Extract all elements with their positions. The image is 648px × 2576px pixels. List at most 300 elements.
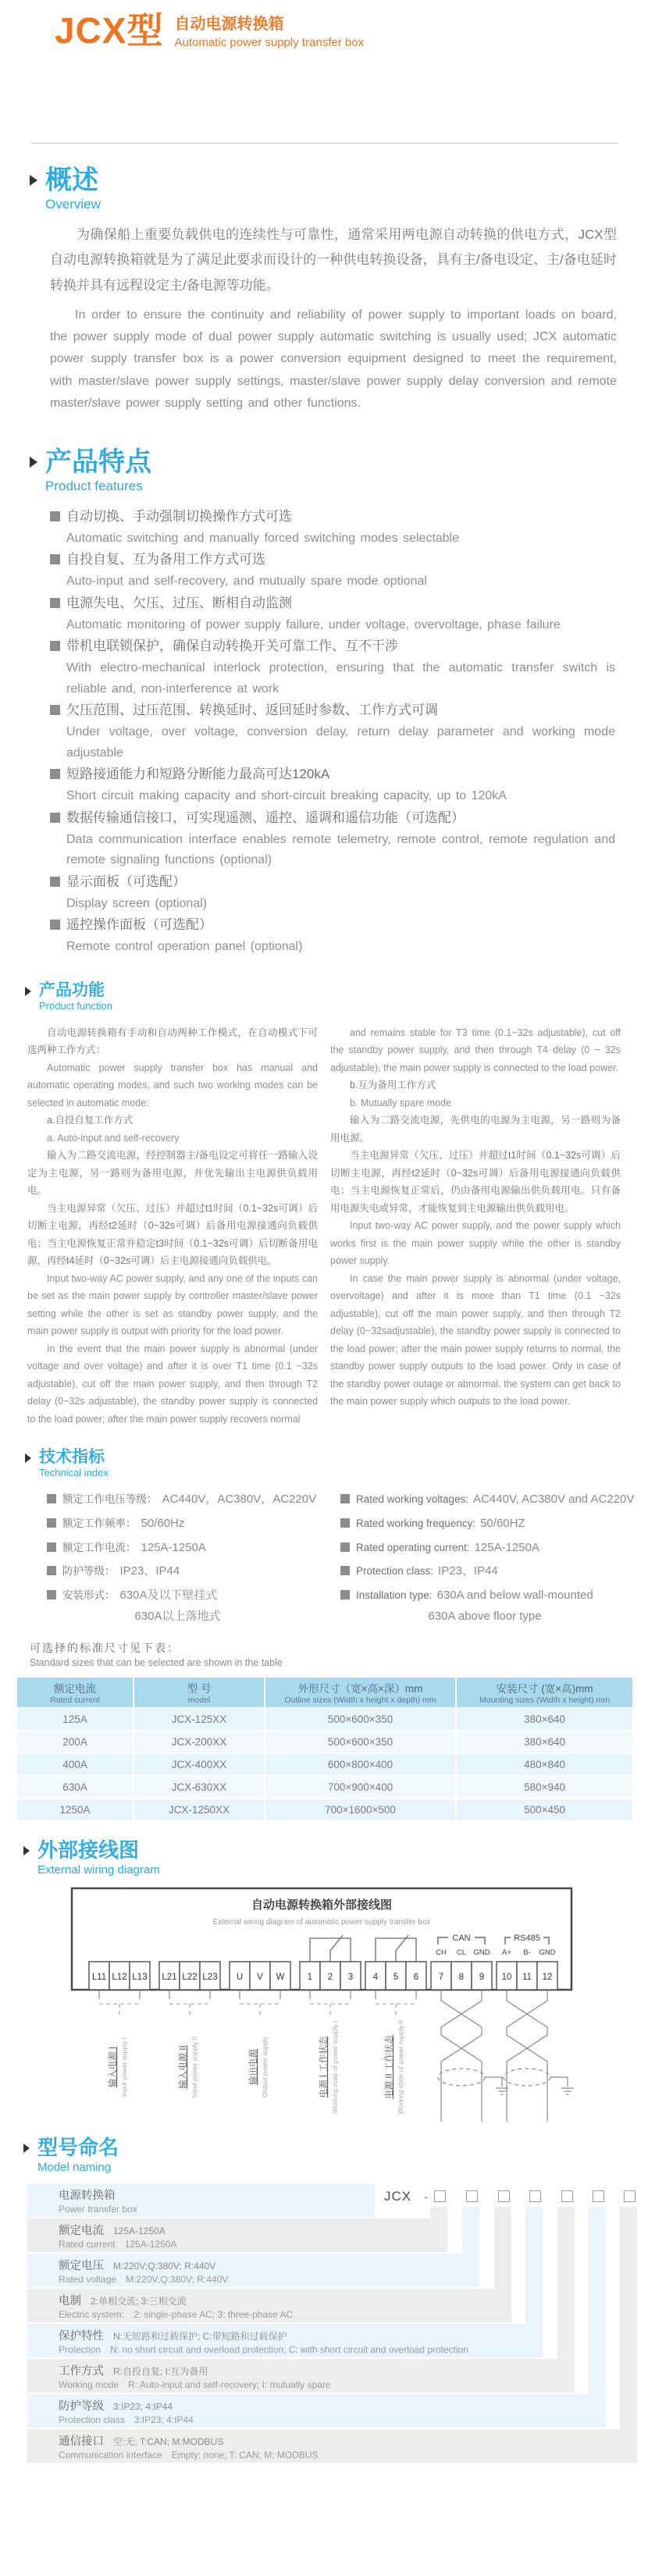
naming-value-cn: 3:IP23; 4:IP44 xyxy=(113,2400,173,2412)
naming-code-prefix: JCX xyxy=(384,2188,412,2204)
naming-label-cn: 工作方式 xyxy=(59,2364,104,2378)
function-paragraph-en: Automatic power supply transfer box has manual and automatic operating modes, and such two working modes can be selected in automatic mode: xyxy=(27,1062,318,1108)
tech-label: Installation type: xyxy=(356,1589,433,1602)
naming-code-box xyxy=(561,2190,573,2202)
square-bullet-icon xyxy=(50,641,60,651)
doc-header xyxy=(0,0,648,51)
square-bullet-icon xyxy=(50,877,60,887)
tech-left-column xyxy=(47,1488,328,1624)
naming-row-text xyxy=(27,2324,543,2355)
tech-label: Rated operating current: xyxy=(356,1541,470,1553)
sizes-table xyxy=(16,1676,634,1822)
function-paragraph-cn: 自动电源转换箱有手动和自动两种工作模式，在自动模式下可选两种工作方式： xyxy=(27,1026,318,1056)
tech-index-item xyxy=(340,1560,637,1584)
naming-row-line-en xyxy=(59,2204,375,2215)
naming-label-cn: 额定电压 xyxy=(59,2259,104,2272)
naming-row-line-cn xyxy=(59,2362,575,2379)
table-row xyxy=(17,1777,632,1798)
table-cell: 380×640 xyxy=(457,1709,632,1730)
square-bullet-icon xyxy=(340,1566,350,1575)
naming-row-line-cn xyxy=(59,2432,637,2449)
sizes-column-header xyxy=(265,1678,455,1707)
tech-label: 额定工作电流： xyxy=(62,1541,137,1553)
terminal-label: 7 xyxy=(438,1973,444,1983)
sizes-table-head xyxy=(17,1678,632,1707)
naming-label-cn: 通信接口 xyxy=(59,2435,104,2448)
square-bullet-icon xyxy=(47,1494,56,1503)
naming-row xyxy=(27,2394,606,2428)
tech-label: Protection class: xyxy=(356,1565,434,1578)
comm-pin-label: CH xyxy=(436,1948,447,1958)
comm-pin-label: GND xyxy=(473,1948,490,1958)
twisted-pair-can xyxy=(438,1990,508,2122)
terminal-label: 5 xyxy=(393,1973,399,1983)
feature-text-cn: 自动切换、手动强制切换操作方式可选 xyxy=(50,506,615,528)
tech-index-item xyxy=(47,1584,328,1624)
section-naming-heading xyxy=(23,2137,648,2175)
function-paragraph-cn: 输入为二路交流电源，先供电的电源为主电源，另一路则为备用电源。 xyxy=(330,1115,621,1144)
wiring-group-label-en: Output power supply xyxy=(261,2037,269,2098)
terminal-label: L22 xyxy=(182,1973,198,1983)
column-header-en: model xyxy=(187,1695,211,1705)
naming-label-cn: 保护特性 xyxy=(59,2329,104,2343)
product-title-cn: 自动电源转换箱 xyxy=(174,16,284,33)
table-row xyxy=(17,1731,632,1752)
table-cell: JCX-400XX xyxy=(134,1754,264,1775)
terminal-label: W xyxy=(276,1973,285,1983)
terminal-label: U xyxy=(236,1973,244,1983)
naming-row-text xyxy=(27,2218,447,2250)
naming-value-cn: 2:单相交流; 3:三相交流 xyxy=(91,2295,187,2307)
table-cell: 380×640 xyxy=(457,1731,632,1752)
naming-label-en: Rated current xyxy=(59,2238,116,2250)
section-marker-icon xyxy=(30,457,37,468)
comm-pin-label: B- xyxy=(523,1948,531,1958)
naming-row-line-en xyxy=(59,2450,637,2460)
naming-column-strip xyxy=(620,2207,637,2429)
feature-text-en: Automatic monitoring of power supply failure, under voltage, overvoltage, phase failure xyxy=(66,617,561,632)
comm-pin-label: CL xyxy=(456,1948,467,1958)
naming-row xyxy=(27,2254,479,2287)
section-wiring-heading xyxy=(23,1839,648,1877)
function-left-column xyxy=(27,1024,318,1429)
terminal-label: V xyxy=(257,1973,263,1983)
square-bullet-icon xyxy=(340,1542,350,1552)
table-cell: 1250A xyxy=(17,1799,133,1820)
tech-label: 额定工作电压等级： xyxy=(62,1493,158,1506)
table-cell: JCX-1250XX xyxy=(134,1799,264,1820)
naming-label-cn: 电制 xyxy=(59,2294,81,2307)
function-paragraph-en: In case the main power supply is abnormal (under voltage, overvoltage) and after it is more than T1 time (0.1 ~32s adjustable), cut off the main power supply, and then through T2 delay (0~32sadjustable), the standby power supply is connected to the load power; after the main power supply returns to normal, the standby power supply outputs to the load power. Only in case of the standby power outage or abnormal, the system can get back to the main power supply which outputs to the load power. xyxy=(330,1272,621,1407)
column-header-cn: 外形尺寸（宽×高×深）mm xyxy=(297,1682,423,1695)
naming-row-line-cn xyxy=(59,2257,479,2273)
table-cell: 630A xyxy=(17,1777,133,1798)
section-marker-icon xyxy=(23,2144,30,2153)
terminal-label: 1 xyxy=(307,1973,313,1983)
overview-paragraph-cn: 为确保船上重要负载供电的连续性与可靠性，通常采用两电源自动转换的供电方式，JCX型自动电源转换箱就是为了满足此要求而设计的一种供电转换设备，具有主/备电设定、主/备电延时转换并具有远程设定主/备电源等功能。 xyxy=(50,227,617,293)
naming-row xyxy=(27,2218,447,2252)
naming-heading-en: Model naming xyxy=(37,2161,112,2175)
tech-label: 额定工作频率： xyxy=(62,1517,137,1529)
naming-label-en: Communication interface xyxy=(59,2449,162,2460)
group-labels xyxy=(107,2020,404,2115)
square-bullet-icon xyxy=(340,1590,350,1599)
wiring-group-label-en: Input power supply II xyxy=(190,2037,198,2098)
table-cell: 400A xyxy=(17,1754,133,1775)
tech-label: Rated working frequency: xyxy=(356,1517,476,1529)
naming-heading-cn: 型号命名 xyxy=(37,2136,119,2160)
naming-column-strip xyxy=(557,2207,575,2359)
wiring-group-label-cn: 输入电源 I xyxy=(109,2047,118,2088)
feature-text-cn: 带机电联锁保护，确保自动转换开关可靠工作、互不干涉 xyxy=(50,635,615,658)
can-label: CAN xyxy=(452,1934,471,1944)
square-bullet-icon xyxy=(47,1566,56,1575)
terminal-cells xyxy=(89,1962,557,1990)
tech-index-item xyxy=(47,1512,328,1536)
tech-value: AC440V, AC380V and AC220V xyxy=(473,1493,635,1507)
tech-label: Rated working voltages: xyxy=(356,1493,469,1506)
function-columns xyxy=(27,1024,632,1429)
feature-item xyxy=(50,592,615,635)
function-paragraph-en: a. Auto-input and self-recovery xyxy=(47,1132,180,1144)
function-paragraph-cn: 当主电源异常（欠压、过压）并超过t1时间（0.1~32s可调）后切断主电源，再经t2延时（0~32s可调）后备用电源接通向负载供电；当主电源恢复正常并稳定t3时间（0.1~32s可调）后切断备用电源，再经t4延时（0~32s可调）后主电源接通向负载供电。 xyxy=(27,1202,318,1267)
feature-item xyxy=(50,699,615,763)
table-cell: 200A xyxy=(17,1731,133,1752)
comm-pin-label: A+ xyxy=(502,1948,511,1958)
wiring-heading-cn: 外部接线图 xyxy=(37,1838,140,1862)
group-bracket-dashes xyxy=(99,2004,416,2015)
naming-row-text xyxy=(27,2289,511,2320)
naming-row-text xyxy=(27,2394,606,2425)
naming-row-line-cn xyxy=(59,2397,606,2414)
terminal-label: L21 xyxy=(162,1973,177,1983)
column-header-en: Rated current xyxy=(50,1695,100,1705)
naming-value-en: R: Auto-input and self-recovery; I: mutually spare xyxy=(128,2379,331,2390)
square-bullet-icon xyxy=(340,1518,350,1528)
function-paragraph-cn: a.自投自复工作方式 xyxy=(47,1115,134,1126)
features-heading-cn: 产品特点 xyxy=(45,447,151,477)
tech-label: 安装形式： xyxy=(62,1589,116,1602)
wiring-group-label-en: Working state of power supply I xyxy=(331,2021,339,2114)
naming-value-en: N: no short circuit and overload protection; C: with short circuit and overload protection xyxy=(110,2343,468,2355)
naming-row-line-en xyxy=(59,2274,479,2285)
section-marker-icon xyxy=(25,1453,31,1463)
naming-row-line-cn xyxy=(59,2222,447,2238)
feature-text-en: Auto-input and self-recovery, and mutually spare mode optional xyxy=(66,575,427,589)
naming-row-line-cn xyxy=(59,2327,543,2343)
twisted-pair-rs485 xyxy=(504,1990,574,2122)
feature-text-en: With electro-mechanical interlock protection, ensuring that the automatic transfer switch is reliable and, non-interference at work xyxy=(66,661,615,696)
naming-row-text xyxy=(27,2359,575,2390)
naming-row-line-cn xyxy=(59,2186,375,2203)
terminal-label: L23 xyxy=(202,1973,218,1983)
function-paragraph-en: b. Mutually spare mode xyxy=(350,1097,451,1108)
table-cell: JCX-200XX xyxy=(134,1731,264,1752)
tech-value: IP23、IP44 xyxy=(438,1564,498,1578)
feature-text-cn: 数据传输通信接口，可实现遥测、遥控、遥调和遥信功能（可选配） xyxy=(50,807,615,830)
feature-text-cn: 显示面板（可选配） xyxy=(50,871,615,894)
comm-pin-label: GND xyxy=(539,1948,556,1958)
tech-value: 50/60Hz xyxy=(141,1516,185,1530)
naming-code-box xyxy=(498,2190,510,2202)
naming-value-en: 2: single-phase AC; 3: three-phase AC xyxy=(134,2308,294,2320)
terminal-label: 2 xyxy=(327,1973,333,1983)
feature-text-en: Short circuit making capacity and short-circuit breaking capacity, up to 120kA xyxy=(66,789,507,803)
naming-label-en: Power transfer box xyxy=(59,2203,137,2215)
table-cell: 500×600×350 xyxy=(265,1709,455,1730)
table-cell: 700×900×400 xyxy=(265,1777,455,1798)
terminal-label: 11 xyxy=(522,1973,532,1983)
naming-row xyxy=(27,2324,543,2357)
sizes-note xyxy=(30,1640,617,1668)
terminal-label: 4 xyxy=(372,1973,379,1983)
tech-right-column xyxy=(340,1488,637,1624)
feature-item xyxy=(50,807,615,871)
wiring-group-label-cn: 电源 II 工作状态 xyxy=(385,2035,394,2100)
naming-column-strip xyxy=(589,2207,606,2394)
tech-index-item xyxy=(340,1512,637,1536)
table-row xyxy=(17,1754,632,1775)
tech-columns xyxy=(47,1488,635,1624)
square-bullet-icon xyxy=(47,1542,56,1552)
section-marker-icon xyxy=(30,175,37,186)
naming-row-line-en xyxy=(59,2309,511,2320)
tech-heading-en: Technical index xyxy=(39,1467,109,1479)
section-overview-heading xyxy=(30,165,648,213)
naming-label-cn: 额定电流 xyxy=(59,2224,104,2237)
tech-value: 125A-1250A xyxy=(474,1540,539,1554)
tech-value-line2: 630A以上落地式 xyxy=(134,1609,221,1623)
feature-item xyxy=(50,914,615,957)
header-divider xyxy=(31,143,618,144)
terminal-label: L13 xyxy=(132,1973,148,1983)
sizes-column-header xyxy=(457,1678,632,1707)
function-paragraph-en: Input two-way AC power supply, and any one of the inputs can be set as the main power supply by controller master/slave power setting while the other is set as standby power supply, and the main power supply is output with priority for the load power. xyxy=(27,1272,318,1337)
feature-text-cn: 电源失电、欠压、过压、断相自动监测 xyxy=(50,592,615,615)
terminal-label: 10 xyxy=(501,1973,512,1983)
table-cell: JCX-630XX xyxy=(134,1777,264,1798)
function-right-column xyxy=(330,1024,621,1429)
naming-row-text xyxy=(27,2429,637,2460)
section-tech-heading xyxy=(25,1448,648,1480)
section-marker-icon xyxy=(23,1846,30,1856)
function-heading-cn: 产品功能 xyxy=(39,980,105,999)
group-bracket-drops xyxy=(99,1990,416,1999)
product-title-block xyxy=(174,14,364,51)
table-cell: JCX-125XX xyxy=(134,1709,264,1730)
table-cell: 600×800×400 xyxy=(265,1754,455,1775)
square-bullet-icon xyxy=(50,705,60,715)
naming-row-line-en xyxy=(59,2239,447,2250)
feature-text-cn: 短路接通能力和短路分断能力最高可达120kA xyxy=(50,763,615,786)
tech-value: 630A and below wall-mounted xyxy=(436,1589,593,1603)
tech-value-line2: 630A above floor type xyxy=(428,1609,542,1623)
naming-value-cn: 125A-1250A xyxy=(113,2225,166,2236)
section-function-heading xyxy=(25,981,648,1013)
feature-text-en: Display screen (optional) xyxy=(66,896,208,910)
sizes-note-cn: 可选择的标准尺寸见下表： xyxy=(30,1641,180,1654)
feature-text-en: Data communication interface enables remote telemetry, remote control, remote regulation and remote signaling functions (optional) xyxy=(66,832,615,867)
tech-index-item xyxy=(340,1536,637,1560)
naming-label-en: Rated voltage xyxy=(59,2273,117,2285)
naming-code-box xyxy=(466,2190,478,2202)
tech-index-item xyxy=(47,1488,328,1512)
table-cell: 500×450 xyxy=(457,1799,632,1820)
naming-label-en: Electric system: xyxy=(59,2308,125,2320)
table-cell: 125A xyxy=(17,1709,133,1730)
feature-text-cn: 自投自复、互为备用工作方式可选 xyxy=(50,549,615,571)
table-cell: 580×940 xyxy=(457,1777,632,1798)
function-paragraph-cn: 输入为二路交流电源，经控制器主/备电设定可将任一路输入设定为主电源，另一路则为备用电源，并优先输出主电源供负载用电。 xyxy=(27,1150,318,1197)
tech-value: 125A-1250A xyxy=(141,1540,206,1554)
tech-value: 50/60HZ xyxy=(480,1516,525,1530)
naming-row-line-cn xyxy=(59,2292,511,2308)
naming-column-strip xyxy=(430,2207,447,2218)
naming-column-strip xyxy=(525,2207,543,2324)
naming-label-en: Working mode xyxy=(59,2379,119,2390)
naming-label-cn: 防护等级 xyxy=(59,2400,104,2413)
square-bullet-icon xyxy=(47,1518,56,1528)
naming-value-cn: N:无短路和过载保护; C:带短路和过载保护 xyxy=(113,2330,287,2342)
square-bullet-icon xyxy=(50,769,60,779)
table-cell: 480×840 xyxy=(457,1754,632,1775)
wiring-group-label-cn: 电源 I 工作状态 xyxy=(319,2037,329,2098)
square-bullet-icon xyxy=(50,511,60,521)
naming-row xyxy=(27,2183,375,2217)
naming-code-box xyxy=(624,2190,636,2202)
feature-text-cn: 欠压范围、过压范围、转换延时、返回延时参数、工作方式可调 xyxy=(50,699,615,722)
sizes-column-header xyxy=(17,1678,133,1707)
naming-label-cn: 电源转换箱 xyxy=(59,2189,116,2202)
overview-paragraph-en: In order to ensure the continuity and reliability of power supply to important loads on board, the power supply mode of dual power supply automatic switching is usually used; JCX automatic power supply transfer box is a power conversion equipment designed to meet the requirement, with master/slave power supply settings, master/slave power supply delay conversion and remote master/slave power supply setting and other functions. xyxy=(50,308,617,410)
naming-code-dash: - xyxy=(424,2190,428,2203)
wiring-diagram xyxy=(56,1884,587,2133)
column-header-en: Outline sizes (Width x height x depth) mm xyxy=(284,1695,436,1705)
wiring-title-cn: 自动电源转换箱外部接线图 xyxy=(251,1898,393,1912)
overview-heading-cn: 概述 xyxy=(45,165,98,195)
wiring-group-label-en: Working state of power supply II xyxy=(397,2019,404,2115)
feature-item xyxy=(50,635,615,699)
square-bullet-icon xyxy=(50,813,60,823)
sizes-header-row xyxy=(17,1678,632,1707)
naming-row-text xyxy=(27,2183,375,2215)
naming-code-box xyxy=(529,2190,541,2202)
feature-text-cn: 遥控操作面板（可选配） xyxy=(50,914,615,937)
wiring-group-label-cn: 输出电源 xyxy=(249,2049,258,2086)
feature-list xyxy=(50,506,615,958)
table-row xyxy=(17,1709,632,1730)
terminal-label: L12 xyxy=(112,1973,127,1983)
function-paragraph-en: Input two-way AC power supply, and the power supply which works first is the main power supply while the other is standby power supply. xyxy=(330,1220,621,1267)
tech-value: 630A及以下壁挂式 xyxy=(119,1589,218,1603)
tech-index-item xyxy=(47,1560,328,1584)
square-bullet-icon xyxy=(50,554,60,564)
naming-value-cn: R:自投自复; I:互为备用 xyxy=(113,2365,208,2377)
naming-row xyxy=(27,2359,575,2393)
feature-item xyxy=(50,763,615,806)
naming-label-en: Protection xyxy=(59,2343,101,2355)
tech-index-item xyxy=(340,1584,637,1624)
naming-row-line-en xyxy=(59,2379,575,2390)
naming-row-text xyxy=(27,2254,479,2285)
function-paragraph-en: In the event that the main power supply is abnormal (under voltage and over voltage) and after it is over T1 time (0.1 ~32s adjustable), cut off the main power supply, and then through T2 delay (0~32s adjustable), the standby power supply is connected to the load power; after the main power supply recovers normal xyxy=(27,1343,318,1425)
tech-label: 防护等级： xyxy=(62,1565,116,1578)
wiring-group-label-en: Input power supply I xyxy=(120,2037,128,2097)
function-paragraph-en: and remains stable for T3 time (0.1~32s adjustable), cut off the standby power supply, and then through T4 delay (0 ~ 32s adjustable), the main power supply is connected to the load power. xyxy=(330,1026,621,1073)
product-title-en: Automatic power supply transfer box xyxy=(174,36,365,49)
feature-text-en: Remote control operation panel (optional) xyxy=(66,940,303,954)
table-row xyxy=(17,1799,632,1820)
tech-index-item xyxy=(340,1488,637,1512)
naming-row-line-en xyxy=(59,2414,606,2425)
naming-value-en: 3:IP23; 4:IP44 xyxy=(134,2414,194,2425)
naming-column-strip xyxy=(462,2207,479,2254)
features-heading-en: Product features xyxy=(45,478,143,493)
sizes-note-en: Standard sizes that can be selected are shown in the table xyxy=(30,1656,283,1668)
naming-value-en: 125A-1250A xyxy=(124,2238,177,2250)
model-naming-diagram xyxy=(0,2183,648,2466)
naming-row xyxy=(27,2289,511,2322)
overview-heading-en: Overview xyxy=(45,197,101,212)
product-model-title: JCX型 xyxy=(55,10,164,51)
feature-item xyxy=(50,871,615,914)
feature-text-en: Automatic switching and manually forced switching modes selectable xyxy=(66,531,460,545)
sizes-table-body xyxy=(17,1709,632,1820)
square-bullet-icon xyxy=(50,598,60,608)
section-features-heading xyxy=(30,447,648,495)
terminal-label: L11 xyxy=(91,1973,107,1983)
tech-value: IP23、IP44 xyxy=(119,1564,180,1578)
function-heading-en: Product function xyxy=(39,999,112,1012)
column-header-en: Mounting sizes (Width x height) mm xyxy=(479,1695,610,1705)
naming-label-en: Protection class xyxy=(59,2414,125,2425)
function-paragraph-cn: b.互为备用工作方式 xyxy=(350,1080,436,1091)
feature-item xyxy=(50,549,615,592)
naming-code-box xyxy=(593,2190,604,2202)
naming-value-en: Empty: none; T: CAN; M: MODBUS xyxy=(171,2449,319,2460)
naming-code-box xyxy=(434,2190,446,2202)
function-paragraph-cn: 当主电源异常（欠压、过压）并超过t1时间（0.1~32s可调）后切断主电源，再经t2延时（0~32s可调）后备用电源接通向负载供电；当主电源恢复正常后，仍由备用电源输出供负载用电。只有备用电源失电或异常，才能恢复到主电源输出供负载用电。 xyxy=(330,1150,621,1214)
tech-index-item xyxy=(47,1536,328,1560)
terminal-label: 9 xyxy=(479,1973,485,1983)
sizes-column-header xyxy=(134,1678,264,1707)
naming-row-line-en xyxy=(59,2344,543,2355)
naming-value-en: M:220V;Q:380V; R:440V xyxy=(126,2273,229,2285)
wiring-title-en: External wiring diagram of automatic power supply transfer box xyxy=(212,1918,431,1927)
terminal-label: 8 xyxy=(458,1973,465,1983)
square-bullet-icon xyxy=(47,1590,56,1599)
section-marker-icon xyxy=(25,987,31,996)
table-cell: 700×1600×500 xyxy=(265,1799,455,1820)
column-header-cn: 安装尺寸 (宽×高)mm xyxy=(496,1682,593,1695)
square-bullet-icon xyxy=(340,1494,350,1503)
terminal-label: 12 xyxy=(542,1973,553,1983)
naming-value-cn: M:220V;Q:380V; R:440V xyxy=(113,2260,216,2272)
wiring-heading-en: External wiring diagram xyxy=(37,1863,160,1877)
terminal-label: 3 xyxy=(347,1973,354,1983)
naming-row xyxy=(27,2429,637,2463)
table-cell: 500×600×350 xyxy=(265,1731,455,1752)
square-bullet-icon xyxy=(50,920,60,930)
naming-value-cn: 空:无; T:CAN; M:MODBUS xyxy=(113,2435,224,2447)
naming-column-strip xyxy=(494,2207,511,2289)
tech-heading-cn: 技术指标 xyxy=(39,1448,105,1467)
terminal-label: 6 xyxy=(413,1973,419,1983)
wiring-group-label-cn: 输入电源 II xyxy=(179,2045,188,2090)
column-header-cn: 型 号 xyxy=(187,1682,212,1695)
tech-value: AC440V，AC380V，AC220V xyxy=(162,1493,317,1507)
feature-text-en: Under voltage, over voltage, conversion delay, return delay parameter and working mode adjustable xyxy=(66,725,615,760)
